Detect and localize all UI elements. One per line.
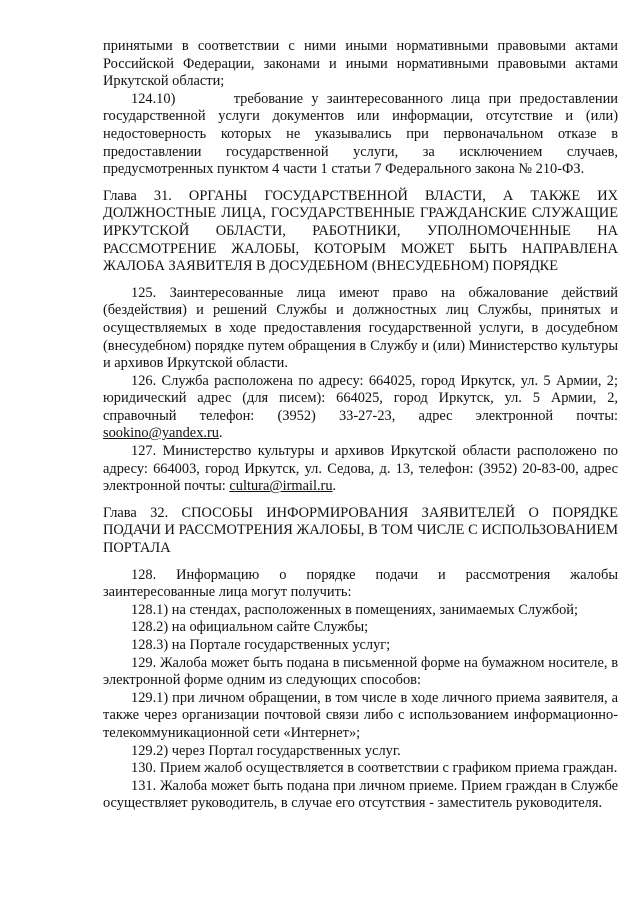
document-body [103,38,618,813]
paragraph-128-1: 128.1) на стендах, расположенных в помещениях, занимаемых Службой; [131,601,578,618]
paragraph-126 [103,373,618,443]
paragraph-129-1: 129.1) при личном обращении, в том числе в ходе личного приема заявителя, а также через организации почтовой связи либо с использованием информационно-телекоммуникационной сети «Интернет»; [103,689,618,741]
paragraph-129: 129. Жалоба может быть подана в письменной форме на бумажном носителе, в электронной форме одним из следующих способов: [103,654,618,689]
paragraph-128-2: 128.2) на официальном сайте Службы; [131,619,369,636]
email-link-sookino[interactable]: sookino@yandex.ru [103,425,219,442]
paragraph-128: 128. Информацию о порядке подачи и рассмотрения жалобы заинтересованные лица могут получить: [103,566,618,601]
paragraph-131: 131. Жалоба может быть подана при личном приеме. Прием граждан в Службе осуществляет руководитель, в случае его отсутствия - заместитель руководителя. [103,777,618,812]
paragraph-125: 125. Заинтересованные лица имеют право на обжалование действий (бездействия) и решений Службы и должностных лиц Службы, принятых и осуществляемых в ходе предоставления государственной услуги, в досудебном (внесудебном) порядке путем обращения в Службу и (или) Министерство культуры и архивов Иркутской области. [103,284,618,372]
paragraph-129-2: 129.2) через Портал государственных услуг. [131,742,401,759]
paragraph-130: 130. Прием жалоб осуществляется в соответствии с графиком приема граждан. [131,760,618,777]
chapter-31-heading: Глава 31. ОРГАНЫ ГОСУДАРСТВЕННОЙ ВЛАСТИ, А ТАКЖЕ ИХ ДОЛЖНОСТНЫЕ ЛИЦА, ГОСУДАРСТВЕННЫЕ ГРАЖДАНСКИЕ СЛУЖАЩИЕ ИРКУТСКОЙ ОБЛАСТИ, РАБОТНИКИ, УПОЛНОМОЧЕННЫЕ НА РАССМОТРЕНИЕ ЖАЛОБЫ, КОТОРЫМ МОЖЕТ БЫТЬ НАПРАВЛЕНА ЖАЛОБА ЗАЯВИТЕЛЯ В ДОСУДЕБНОМ (ВНЕСУДЕБНОМ) ПОРЯДКЕ [103,187,618,275]
paragraph-127 [103,443,618,496]
paragraph-124-10 [103,91,618,179]
punctuation: . [218,425,223,442]
punctuation: . [332,478,337,495]
paragraph-text: 126. Служба расположена по адресу: 664025, город Иркутск, ул. 5 Армии, 2; юридический адрес (для писем): 664025, город Иркутск, ул. 5 Армии, 2, справочный телефон: (3952) 33-27-23, адрес электронной почты: [103,372,618,424]
paragraph-124-9-continuation: принятыми в соответствии с ними иными нормативными правовыми актами Российской Федерации, законами и иными нормативными правовыми актами Иркутской области; [103,38,618,90]
paragraph-128-3: 128.3) на Портале государственных услуг; [131,637,391,653]
email-link-cultura[interactable]: cultura@irmail.ru [229,478,333,495]
chapter-32-heading: Глава 32. СПОСОБЫ ИНФОРМИРОВАНИЯ ЗАЯВИТЕЛЕЙ О ПОРЯДКЕ ПОДАЧИ И РАССМОТРЕНИЯ ЖАЛОБЫ, В ТОМ ЧИСЛЕ С ИСПОЛЬЗОВАНИЕМ ПОРТАЛА [103,504,618,557]
paragraph-text: требование у заинтересованного лица при предоставлении государственной услуги документов или информации, отсутствие и (или) недостоверность которых не указывались при первоначальном отказе в предоставлении государственной услуги, за исключением случаев, предусмотренных пунктом 4 части 1 статьи 7 Федерального закона № 210-ФЗ. [103,90,618,178]
item-number: 124.10) [131,90,176,107]
paragraph-text: 127. Министерство культуры и архивов Иркутской области расположено по адресу: 664003, город Иркутск, ул. Седова, д. 13, телефон: (3952) 20-83-00, адрес электронной почты: [103,443,618,495]
